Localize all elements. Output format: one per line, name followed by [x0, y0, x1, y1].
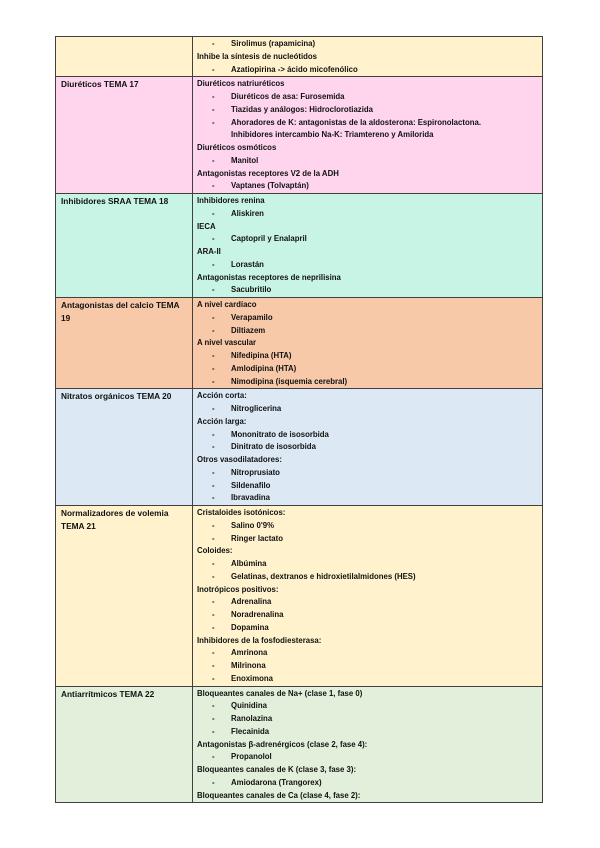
list-item [197, 259, 540, 272]
dash-bullet-icon: - [212, 559, 215, 568]
dash-bullet-icon: - [212, 480, 215, 490]
group-heading: Inhibidores de la fosfodiesterasa: [197, 635, 322, 645]
list-item [197, 622, 540, 635]
list-item [197, 700, 540, 713]
list-item-text: Flecainida [231, 726, 270, 736]
list-item [197, 208, 540, 221]
dash-bullet-icon: - [212, 312, 215, 322]
dash-bullet-icon: - [212, 597, 215, 607]
list-item-text: Amrinona [231, 648, 268, 658]
list-item-text: Mononitrato de isosorbida [231, 429, 329, 439]
dash-bullet-icon: - [212, 404, 215, 413]
dash-bullet-icon: - [212, 777, 215, 787]
list-item [197, 777, 540, 790]
list-item-text: Nimodipina (isquemia cerebral) [231, 376, 348, 386]
dash-bullet-icon: - [212, 442, 215, 452]
dash-bullet-icon: - [212, 363, 215, 373]
list-item [197, 350, 540, 363]
group-heading: Inotrópicos positivos: [197, 584, 279, 594]
dash-bullet-icon: - [212, 351, 215, 360]
table-row [56, 298, 543, 389]
dash-bullet-icon: - [212, 234, 215, 244]
dash-bullet-icon: - [212, 673, 215, 683]
group-heading: A nivel vascular [197, 338, 257, 348]
list-item [197, 467, 540, 480]
dash-bullet-icon: - [212, 39, 215, 48]
list-item-text: Sacubritilo [231, 285, 272, 295]
dash-bullet-icon: - [212, 661, 215, 670]
table-row [56, 37, 543, 77]
group-heading: Otros vasodilatadores: [197, 455, 282, 464]
list-item-text: Nifedipina (HTA) [231, 351, 292, 360]
dash-bullet-icon: - [212, 181, 215, 191]
list-item [197, 713, 540, 726]
list-item-text: Noradrenalina [231, 610, 284, 619]
content-cell [193, 298, 543, 389]
list-item-text: Milrinona [231, 661, 266, 670]
list-item-text: Ibravadina [231, 493, 270, 503]
list-item-text: Sirolimus (rapamicina) [231, 39, 316, 48]
list-item-text: Dopamina [231, 622, 269, 632]
dash-bullet-icon: - [212, 610, 215, 619]
list-item-text: Captopril y Enalapril [231, 234, 307, 244]
list-item-text: Enoximona [231, 673, 274, 683]
dash-bullet-icon: - [212, 752, 215, 762]
list-item-text: Salino 0'9% [231, 520, 275, 530]
group-heading: Bloqueantes canales de Ca (clase 4, fase 2): [197, 790, 361, 800]
list-item [197, 91, 540, 104]
list-item-text: Manitol [231, 155, 259, 165]
content-cell [193, 686, 543, 803]
list-item-text: Ahoradores de K: antagonistas de la aldosterona: Espironolactona. [231, 117, 481, 127]
list-item [197, 673, 540, 686]
group-heading: Diuréticos osmóticos [197, 143, 277, 152]
dash-bullet-icon: - [212, 714, 215, 723]
category-cell: Inhibidores SRAA TEMA 18 [56, 194, 193, 298]
list-item [197, 38, 540, 51]
group-heading: Acción larga: [197, 416, 247, 426]
list-item [197, 647, 540, 660]
list-item-text: Tiazidas y análogos: Hidroclorotiazida [231, 104, 373, 114]
list-item [197, 571, 540, 584]
list-item [197, 492, 540, 505]
group-heading: Cristaloides isotónicos: [197, 508, 286, 517]
dash-bullet-icon: - [212, 104, 215, 114]
dash-bullet-icon: - [212, 533, 215, 543]
category-cell: Nitratos orgánicos TEMA 20 [56, 389, 193, 506]
list-item-text: Propanolol [231, 752, 272, 762]
group-heading: Inhibidores renina [197, 196, 265, 205]
list-item [197, 520, 540, 533]
drug-classification-table [55, 36, 543, 803]
list-item [197, 363, 540, 376]
table-row [56, 506, 543, 687]
table-row [56, 77, 543, 194]
category-cell: Antagonistas del calcio TEMA 19 [56, 298, 193, 389]
list-item-text: Verapamilo [231, 312, 273, 322]
list-item-text: Lorastán [231, 259, 264, 269]
category-cell [56, 37, 193, 77]
table-row [56, 194, 543, 298]
list-item-text: Diuréticos de asa: Furosemida [231, 92, 345, 101]
list-item-text: Diltiazem [231, 325, 266, 335]
list-item-text: Dinitrato de isosorbida [231, 442, 316, 452]
group-heading: Bloqueantes canales de Na+ (clase 1, fase 0) [197, 688, 363, 698]
category-cell: Antiarrítmicos TEMA 22 [56, 686, 193, 803]
list-item [197, 596, 540, 609]
list-item [197, 155, 540, 168]
dash-bullet-icon: - [212, 259, 215, 269]
list-item [197, 533, 540, 546]
content-cell [193, 77, 543, 194]
dash-bullet-icon: - [212, 701, 215, 711]
dash-bullet-icon: - [212, 92, 215, 101]
group-heading: Coloides: [197, 546, 233, 556]
list-item-text: Nitroglicerina [231, 404, 282, 413]
list-item [197, 233, 540, 246]
list-item-text: Ranolazina [231, 714, 273, 723]
list-item [197, 660, 540, 673]
dash-bullet-icon: - [212, 571, 215, 581]
dash-bullet-icon: - [212, 155, 215, 165]
content-cell [193, 194, 543, 298]
category-cell: Normalizadores de volemia TEMA 21 [56, 506, 193, 687]
list-item [197, 441, 540, 454]
table-row [56, 389, 543, 506]
table-body [56, 37, 543, 803]
list-item-continuation: Inhibidores intercambio Na-K: Triamtereno y Amilorida [231, 130, 434, 140]
list-item [197, 180, 540, 193]
list-item [197, 312, 540, 325]
dash-bullet-icon: - [212, 285, 215, 295]
dash-bullet-icon: - [212, 376, 215, 386]
group-heading: Inhibe la síntesis de nucleótidos [197, 51, 318, 61]
group-heading: Antagonistas receptores V2 de la ADH [197, 168, 339, 178]
list-item-text: Ringer lactato [231, 533, 283, 543]
table-row [56, 686, 543, 803]
content-cell [193, 506, 543, 687]
group-heading: Diuréticos natriuréticos [197, 79, 285, 89]
list-item [197, 609, 540, 622]
dash-bullet-icon: - [212, 64, 215, 74]
dash-bullet-icon: - [212, 648, 215, 658]
dash-bullet-icon: - [212, 622, 215, 632]
dash-bullet-icon: - [212, 467, 215, 477]
list-item-text: Aliskiren [231, 208, 264, 218]
list-item [197, 403, 540, 416]
list-item [197, 284, 540, 297]
group-heading: Bloqueantes canales de K (clase 3, fase 3): [197, 765, 357, 774]
list-item [197, 726, 540, 739]
list-item [197, 751, 540, 764]
dash-bullet-icon: - [212, 429, 215, 439]
content-cell [193, 389, 543, 506]
group-heading: Antagonistas receptores de neprilisina [197, 272, 341, 282]
list-item [197, 429, 540, 442]
list-item-text: Amlodipina (HTA) [231, 363, 297, 373]
dash-bullet-icon: - [212, 208, 215, 218]
list-item-text: Amiodarona (Trangorex) [231, 777, 322, 787]
list-item-text: Albúmina [231, 559, 267, 568]
list-item-text: Quinidina [231, 701, 267, 711]
group-heading: A nivel cardíaco [197, 300, 257, 309]
list-item [197, 558, 540, 571]
list-item-text: Azatiopirina -> ácido micofenólico [231, 64, 358, 74]
list-item [197, 325, 540, 338]
dash-bullet-icon: - [212, 325, 215, 335]
list-item [197, 376, 540, 389]
list-item [197, 64, 540, 77]
content-cell [193, 37, 543, 77]
list-item-text: Adrenalina [231, 597, 272, 607]
list-item-text: Nitroprusiato [231, 467, 280, 477]
list-item-text: Vaptanes (Tolvaptán) [231, 181, 309, 191]
category-cell: Diuréticos TEMA 17 [56, 77, 193, 194]
list-item [197, 480, 540, 493]
list-item [197, 117, 540, 130]
group-heading: IECA [197, 221, 216, 231]
list-item-text: Gelatinas, dextranos e hidroxietilalmidones (HES) [231, 571, 416, 581]
group-heading: Acción corta: [197, 391, 247, 401]
list-item-text: Sildenafilo [231, 480, 271, 490]
group-heading: Antagonistas β-adrenérgicos (clase 2, fase 4): [197, 739, 368, 749]
dash-bullet-icon: - [212, 117, 215, 127]
list-item [197, 104, 540, 117]
dash-bullet-icon: - [212, 520, 215, 530]
group-heading: ARA-II [197, 247, 221, 256]
dash-bullet-icon: - [212, 493, 215, 503]
dash-bullet-icon: - [212, 726, 215, 736]
